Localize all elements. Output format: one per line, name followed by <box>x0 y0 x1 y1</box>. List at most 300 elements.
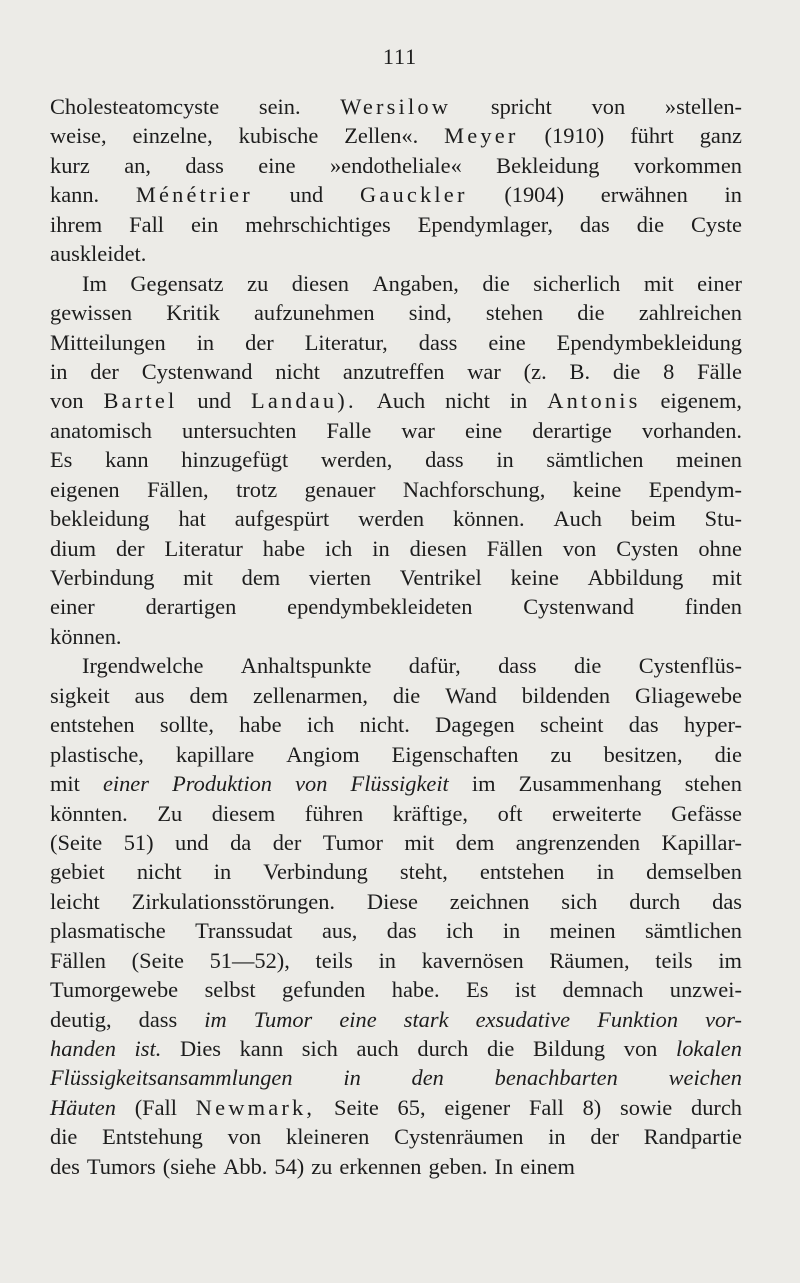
word: in <box>50 358 68 384</box>
word: bekleidung <box>50 506 150 532</box>
word: Tumor <box>253 1006 313 1032</box>
word: Abb. <box>223 1153 268 1179</box>
word: deutig, <box>50 1006 112 1032</box>
text-line <box>50 121 742 150</box>
word: 51—52), <box>209 947 290 973</box>
word: in <box>372 535 390 561</box>
word: der <box>272 829 302 855</box>
word: plasmatische <box>50 918 166 944</box>
word: weise, <box>50 123 107 149</box>
word: der <box>115 535 145 561</box>
word: kurz <box>50 152 90 178</box>
word: kann <box>105 447 149 473</box>
word: werden, <box>320 447 393 473</box>
word: Auch <box>376 388 426 414</box>
word: können. <box>50 623 122 649</box>
word: das <box>386 918 417 944</box>
word: dass <box>138 1006 178 1032</box>
word: zu <box>550 741 572 767</box>
word: dem <box>455 829 495 855</box>
word: Bartel <box>103 388 178 414</box>
word: Produktion <box>172 771 272 797</box>
word: (Seite <box>131 947 184 973</box>
text-line <box>50 592 742 621</box>
word: die <box>577 300 605 326</box>
word: derartige <box>532 417 612 443</box>
word: unzwei- <box>669 977 742 1003</box>
word: können. <box>453 506 525 532</box>
word: Ependymlager, <box>417 211 553 237</box>
word: habe <box>239 712 282 738</box>
word: stehen <box>485 300 544 326</box>
word: einer <box>102 771 149 797</box>
text-line <box>50 475 742 504</box>
word: eine <box>488 329 526 355</box>
word: 8) <box>582 1094 602 1120</box>
word: 8 <box>663 358 675 384</box>
word: sind, <box>408 300 452 326</box>
word: eigener <box>444 1094 511 1120</box>
word: bildenden <box>521 682 611 708</box>
word: diesen <box>409 535 467 561</box>
paragraph <box>50 269 742 652</box>
word: Cystenwand <box>523 594 634 620</box>
word: Anhaltspunkte <box>240 653 372 679</box>
word: hat <box>178 506 206 532</box>
word: nicht <box>275 358 321 384</box>
word: Gefässe <box>671 800 742 826</box>
word: Zusammenhang <box>518 771 662 797</box>
word: sämtlichen <box>546 447 644 473</box>
word: 51) <box>123 829 154 855</box>
word: der <box>590 1124 619 1150</box>
word: ich <box>306 712 335 738</box>
word: diesen <box>291 270 349 296</box>
word: Newmark, <box>195 1094 316 1120</box>
word: Transsudat <box>195 918 293 944</box>
word: nicht <box>445 388 490 414</box>
word: zahlreichen <box>638 300 742 326</box>
word: im <box>718 947 742 973</box>
word: dass <box>418 329 458 355</box>
word: Tumors <box>86 1153 156 1179</box>
word: durch <box>629 888 681 914</box>
word: vorkommen <box>633 152 742 178</box>
word: ist <box>514 977 537 1003</box>
word: die <box>392 682 421 708</box>
word: und <box>197 388 232 414</box>
word: Fall <box>129 211 165 237</box>
word: von <box>623 1036 658 1061</box>
word: führen <box>304 800 364 826</box>
word: dass <box>185 152 224 178</box>
word: Irgendwelche <box>82 653 204 679</box>
page-number: 111 <box>382 44 418 69</box>
word: sich <box>301 1036 338 1061</box>
text-line <box>50 622 742 651</box>
word: einzelne, <box>132 123 213 149</box>
word: ich <box>446 918 474 944</box>
word: Flüssigkeit <box>350 771 449 797</box>
word: der <box>90 358 119 384</box>
word: erwähnen <box>600 182 688 208</box>
text-line <box>50 975 742 1004</box>
word: sich <box>561 888 598 914</box>
word: Angaben, <box>372 270 459 296</box>
word: Dagegen <box>435 712 515 738</box>
word: entstehen <box>50 712 135 738</box>
word: zeichnen <box>449 888 530 914</box>
word: sigkeit <box>50 682 110 708</box>
text-line <box>50 386 742 415</box>
word: Cystenräumen <box>394 1124 524 1150</box>
word: Cystenflüs- <box>638 653 742 679</box>
word: Zu <box>157 800 183 826</box>
word: vor- <box>705 1006 742 1032</box>
word: das <box>712 888 742 914</box>
word: Verbindung <box>263 859 368 885</box>
word: Kapillar- <box>661 829 742 855</box>
word: meinen <box>549 918 616 944</box>
word: dafür, <box>408 653 461 679</box>
word: (Fall <box>134 1094 177 1120</box>
word: mit <box>643 270 674 296</box>
word: Bildung <box>532 1036 606 1061</box>
word: könnten. <box>50 800 128 826</box>
word: steht, <box>399 859 448 885</box>
word: Fällen <box>50 947 106 973</box>
word: dass <box>425 447 464 473</box>
word: kräftige, <box>392 800 469 826</box>
word: sollte, <box>159 712 214 738</box>
word: B. <box>569 358 591 384</box>
word: Gliagewebe <box>635 682 742 708</box>
text-line <box>50 180 742 209</box>
word: angrenzenden <box>515 829 641 855</box>
word: eigenen <box>50 476 120 502</box>
word: habe <box>262 535 306 561</box>
word: genauer <box>304 476 376 502</box>
word: anzutreffen <box>342 358 445 384</box>
word: aufgespürt <box>234 506 330 532</box>
word: Gegensatz <box>130 270 224 296</box>
word: vierten <box>308 565 372 590</box>
word: Fälle <box>697 358 742 384</box>
word: spricht <box>490 94 552 119</box>
word: in <box>496 447 514 473</box>
text-line <box>50 534 742 563</box>
word: das <box>579 211 610 237</box>
word: Kritik <box>166 300 220 326</box>
word: hyper- <box>683 712 742 738</box>
text-line <box>50 328 742 357</box>
word: Funktion <box>597 1006 679 1032</box>
word: anatomisch <box>50 417 152 443</box>
word: nicht. <box>359 712 410 738</box>
word: Cholesteatomcyste <box>50 94 220 119</box>
word: (siehe <box>162 1153 217 1179</box>
word: mehrschichtiges <box>245 211 391 237</box>
paragraph <box>50 92 742 269</box>
word: erkennen <box>339 1153 422 1179</box>
word: durch <box>417 1036 469 1061</box>
word: von <box>591 94 626 119</box>
text-line <box>50 769 742 798</box>
word: beim <box>630 506 676 532</box>
paragraph <box>50 651 742 1181</box>
word: die <box>50 1124 78 1150</box>
word: stark <box>403 1006 449 1032</box>
word: derartigen <box>145 594 237 620</box>
word: in <box>724 182 742 208</box>
word: Flüssigkeitsansammlungen <box>50 1065 293 1091</box>
text-line <box>50 298 742 327</box>
word: ihrem <box>50 211 103 237</box>
word: von <box>295 771 328 797</box>
word: habe. <box>391 977 440 1003</box>
word: (1904) <box>504 182 565 208</box>
word: kann <box>239 1036 284 1061</box>
word: demnach <box>562 977 644 1003</box>
word: benachbarten <box>494 1065 618 1091</box>
word: (z. <box>523 358 547 384</box>
word: dem <box>189 682 229 708</box>
word: Falle <box>326 417 372 443</box>
word: teils <box>315 947 353 973</box>
word: die <box>482 270 510 296</box>
word: meinen <box>676 447 742 473</box>
word: einer <box>50 594 95 620</box>
word: entstehen <box>479 859 565 885</box>
word: sowie <box>620 1094 673 1120</box>
word: ganz <box>699 123 742 149</box>
word: leicht <box>50 888 100 914</box>
word: und <box>289 182 324 208</box>
word: eine <box>464 417 503 443</box>
word: plastische, <box>50 741 144 767</box>
word: die <box>486 1036 515 1061</box>
text-line <box>50 651 742 680</box>
word: eine <box>258 152 296 178</box>
word: ohne <box>698 535 742 561</box>
word: Bekleidung <box>496 152 600 178</box>
word: eigenem, <box>660 388 742 414</box>
word: in <box>196 329 215 355</box>
word: Abbildung <box>587 565 684 590</box>
text-line <box>50 357 742 386</box>
word: finden <box>684 594 742 620</box>
word: In <box>494 1153 514 1179</box>
word: zu <box>311 1153 333 1179</box>
word: führt <box>630 123 674 149</box>
word: in <box>502 918 521 944</box>
word: trotz <box>236 476 278 502</box>
text-line <box>50 269 742 298</box>
word: die <box>714 741 742 767</box>
word: aufzunehmen <box>253 300 375 326</box>
text-line <box>50 1093 742 1122</box>
word: kavernösen <box>421 947 524 973</box>
word: war <box>467 358 501 384</box>
text-line <box>50 504 742 533</box>
text-line <box>50 887 742 916</box>
word: Tumor <box>322 829 383 855</box>
word: Ependym- <box>648 476 742 502</box>
word: dem <box>241 565 281 590</box>
word: mit <box>50 771 80 797</box>
word: Literatur <box>164 535 243 561</box>
word: dass <box>498 653 537 679</box>
word: in <box>509 388 528 414</box>
word: ein <box>190 211 219 237</box>
word: auskleidet. <box>50 241 147 267</box>
word: Tumorgewebe <box>50 977 179 1003</box>
word: Zellen«. <box>344 123 419 149</box>
word: Nachforschung, <box>402 476 546 502</box>
text-line <box>50 857 742 886</box>
word: demselben <box>646 859 742 885</box>
word: »endotheliale« <box>329 152 462 178</box>
word: von <box>562 535 597 561</box>
word: auch <box>356 1036 399 1061</box>
word: Im <box>82 270 107 296</box>
word: 54) <box>274 1153 305 1179</box>
word: Dies <box>179 1036 221 1061</box>
text-line <box>50 151 742 180</box>
word: und <box>175 829 209 855</box>
word: kleineren <box>286 1124 370 1150</box>
word: scheint <box>540 712 604 738</box>
word: Meyer <box>444 123 519 149</box>
word: Verbindung <box>50 565 155 590</box>
word: gebiet <box>50 859 105 885</box>
word: durch <box>691 1094 742 1120</box>
word: gefunden <box>282 977 366 1003</box>
word: aus <box>134 682 165 708</box>
text-line <box>50 828 742 857</box>
text-line <box>50 1152 742 1181</box>
word: Randpartie <box>643 1124 742 1150</box>
word: oft <box>497 800 523 826</box>
word: dium <box>50 535 97 561</box>
text-line <box>50 946 742 975</box>
word: aus, <box>321 918 358 944</box>
word: Häuten <box>50 1094 116 1120</box>
word: war <box>401 417 435 443</box>
text-line <box>50 563 742 592</box>
word: ependymbekleideten <box>287 594 473 620</box>
text-line <box>50 210 742 239</box>
word: 65, <box>397 1094 426 1120</box>
word: in <box>213 859 232 885</box>
word: Eigenschaften <box>391 741 519 767</box>
word: Seite <box>334 1094 379 1120</box>
word: (Seite <box>50 829 103 855</box>
text-line <box>50 740 742 769</box>
word: Cyste <box>690 211 742 237</box>
word: Mitteilungen <box>50 329 166 355</box>
word: sämtlichen <box>644 918 742 944</box>
word: gewissen <box>50 300 133 326</box>
word: vorhanden. <box>641 417 742 443</box>
text-line <box>50 681 742 710</box>
text-line <box>50 1034 742 1063</box>
word: erweiterte <box>552 800 642 826</box>
body-text <box>50 92 742 1181</box>
word: keine <box>510 565 559 590</box>
word: im <box>471 771 496 797</box>
word: Ependymbekleidung <box>556 329 742 355</box>
word: Wand <box>445 682 497 708</box>
word: Wersilow <box>340 94 452 119</box>
word: nicht <box>136 859 182 885</box>
word: weichen <box>668 1065 742 1091</box>
word: Gauckler <box>359 182 468 208</box>
word: in <box>378 947 396 973</box>
word: Fällen, <box>147 476 209 502</box>
word: werden <box>358 506 425 532</box>
word: im <box>204 1006 227 1032</box>
word: ist. <box>134 1036 162 1061</box>
word: diesem <box>211 800 276 826</box>
word: sicherlich <box>533 270 621 296</box>
word: von <box>227 1124 262 1150</box>
word: Landau). <box>250 388 357 414</box>
word: kubische <box>238 123 319 149</box>
text-line <box>50 710 742 739</box>
word: des <box>50 1153 80 1179</box>
word: (1910) <box>544 123 605 149</box>
word: keine <box>572 476 622 502</box>
text-line <box>50 916 742 945</box>
word: ich <box>324 535 353 561</box>
word: Literatur, <box>304 329 388 355</box>
word: eine <box>339 1006 377 1032</box>
text-line <box>50 1063 742 1092</box>
word: da <box>230 829 252 855</box>
word: Angiom <box>286 741 360 767</box>
word: teils <box>655 947 693 973</box>
text-line <box>50 239 742 268</box>
word: zellenarmen, <box>252 682 368 708</box>
word: mit <box>183 565 213 590</box>
word: in <box>548 1124 566 1150</box>
word: hinzugefügt <box>181 447 289 473</box>
word: von <box>50 388 84 414</box>
word: geben. <box>428 1153 488 1179</box>
word: Ventrikel <box>399 565 482 590</box>
text-line <box>50 92 742 121</box>
word: Diese <box>366 888 418 914</box>
word: Entstehung <box>102 1124 203 1150</box>
word: kann. <box>50 182 100 208</box>
word: Es <box>50 447 73 473</box>
word: einem <box>520 1153 575 1179</box>
word: in <box>596 859 615 885</box>
word: Auch <box>553 506 602 532</box>
word: besitzen, <box>603 741 683 767</box>
word: mit <box>712 565 742 590</box>
word: der <box>245 329 274 355</box>
word: zu <box>247 270 269 296</box>
word: Zirkulationsstörungen. <box>131 888 335 914</box>
word: »stellen- <box>664 94 742 119</box>
word: lokalen <box>675 1036 742 1061</box>
word: Cystenwand <box>141 358 253 384</box>
word: in <box>343 1065 361 1091</box>
word: Ménétrier <box>135 182 253 208</box>
word: Fällen <box>486 535 543 561</box>
